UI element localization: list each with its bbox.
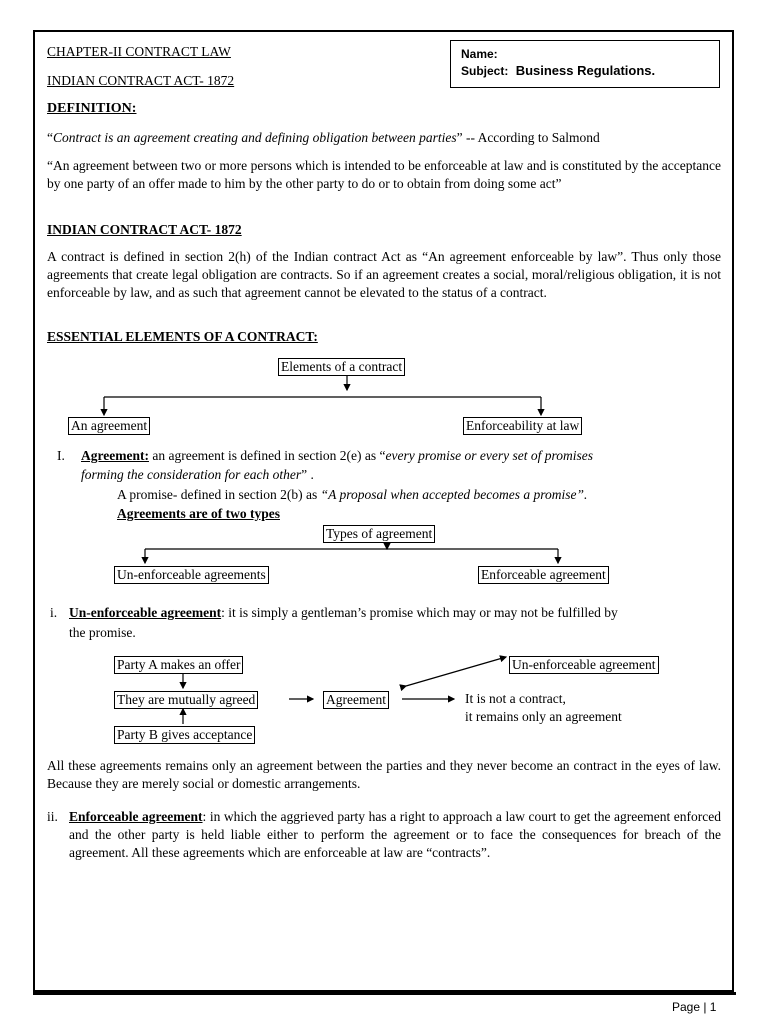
act-heading: INDIAN CONTRACT ACT- 1872: [47, 222, 242, 237]
agreement-numeral: I.: [57, 448, 65, 463]
salmond-definition: [47, 130, 600, 146]
node-unenforceable-agreements: Un-enforceable agreements: [114, 566, 269, 584]
unenforceable-definition: [69, 605, 618, 621]
agreement-quote-line2-wrap: [81, 467, 314, 483]
agreement-quote-line1: every promise or every set of promises: [385, 448, 593, 463]
unenforceable-term: Un-enforceable agreement: [69, 605, 222, 620]
subject-value: Business Regulations.: [515, 63, 656, 78]
not-contract-line2: it remains only an agreement: [465, 709, 622, 724]
node-elements-of-contract: Elements of a contract: [278, 358, 405, 376]
enforceable-term: Enforceable agreement: [69, 809, 203, 824]
node-enforceability-at-law: Enforceability at law: [463, 417, 582, 435]
node-agreement: Agreement: [323, 691, 389, 709]
summary-paragraph: All these agreements remains only an agreement between the parties and they never become an contract in the eyes of law. Because they are merely social or domestic arrangements.: [47, 758, 721, 791]
node-mutually-agreed: They are mutually agreed: [114, 691, 258, 709]
salmond-attribution: ” -- According to Salmond: [456, 130, 600, 145]
promise-text: A promise- defined in section 2(b) as: [117, 487, 321, 502]
definition-heading: DEFINITION:: [47, 101, 137, 116]
page-border-bottom: [33, 992, 736, 995]
unenforceable-text-line2: the promise.: [69, 625, 136, 640]
unenforceable-text-line1: : it is simply a gentleman’s promise which may or may not be fulfilled by: [221, 605, 618, 620]
node-unenforceable: Un-enforceable agreement: [509, 656, 659, 674]
agreement-text: an agreement is defined in section 2(e) as “: [148, 448, 386, 463]
agreement-quote-line2: forming the consideration for each other: [81, 467, 302, 482]
definition-paragraph: “An agreement between two or more persons which is intended to be enforceable at law and is constituted by the acceptance by one party of an offer made to him by the other party to do or to obtain from doing some act”: [47, 158, 721, 191]
node-party-a-offer: Party A makes an offer: [114, 656, 243, 674]
types-heading: Agreements are of two types: [117, 506, 280, 521]
elements-heading: ESSENTIAL ELEMENTS OF A CONTRACT:: [47, 329, 318, 344]
name-label: Name:: [461, 47, 498, 61]
promise-quote: “A proposal when accepted becomes a promise”.: [320, 487, 588, 502]
promise-definition: [117, 487, 587, 503]
enforceable-text: : in which the aggrieved party has a right to approach a law court to get the agreement enforced and the other party is held liable either to perform the agreement or to face the consequences for breach of the agreement. All these agreements which are enforceable at law are “contracts”.: [69, 809, 721, 860]
salmond-quote: Contract is an agreement creating and defining obligation between parties: [53, 130, 457, 145]
not-contract-line1: It is not a contract,: [465, 691, 566, 706]
subject-line: [461, 63, 655, 78]
enforceable-definition: [69, 808, 721, 862]
agreement-term: Agreement:: [81, 448, 149, 463]
subject-label: Subject:: [461, 64, 509, 78]
chapter-title: CHAPTER-II CONTRACT LAW: [47, 44, 231, 59]
node-an-agreement: An agreement: [68, 417, 150, 435]
enforceable-numeral: ii.: [47, 809, 58, 824]
agreement-definition: [81, 448, 593, 464]
unenforceable-numeral: i.: [50, 605, 58, 620]
name-subject-box: [450, 40, 720, 88]
node-enforceable-agreement: Enforceable agreement: [478, 566, 609, 584]
quote-open: “: [47, 130, 53, 145]
act-title: INDIAN CONTRACT ACT- 1872: [47, 73, 235, 88]
page-number: Page | 1: [672, 1000, 717, 1014]
node-party-b-acceptance: Party B gives acceptance: [114, 726, 255, 744]
agreement-quote-close: ” .: [301, 467, 314, 482]
act-paragraph: A contract is defined in section 2(h) of the Indian contract Act as “An agreement enforceable by law”. Thus only those agreements that create legal obligation are contracts. So if an agreement creates a social, moral/religious obligation, it is not enforceable by law, and as such that agreement cannot be elevated to the status of a contract.: [47, 249, 721, 300]
node-types-of-agreement: Types of agreement: [323, 525, 435, 543]
